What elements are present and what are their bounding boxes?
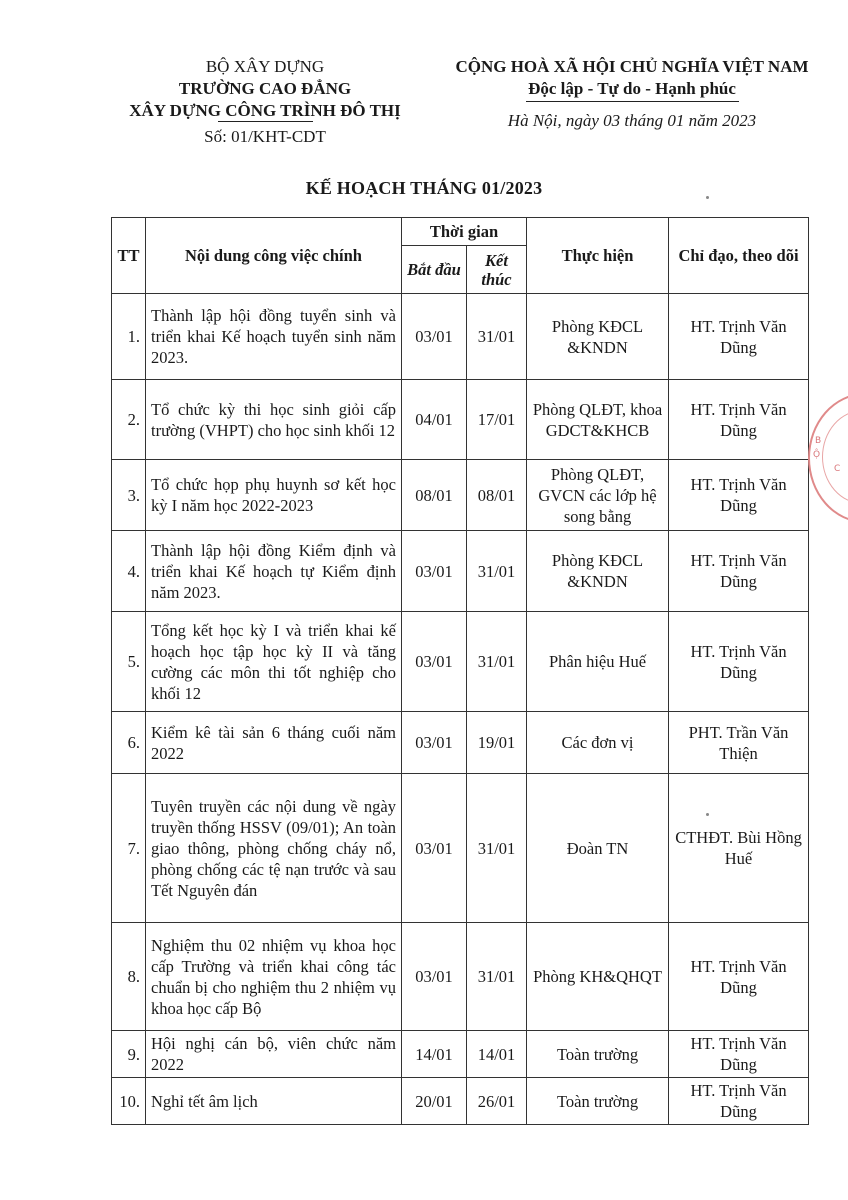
document-title: KẾ HOẠCH THÁNG 01/2023 [305,178,543,198]
ministry-name: BỘ XÂY DỰNG [205,57,325,76]
task-description: Kiểm kê tài sản 6 tháng cuối năm 2022 [146,712,402,774]
task-description: Nghiệm thu 02 nhiệm vụ khoa học cấp Trường và triển khai công tác chuẩn bị cho nghiệm thu 2 nhiệm vụ khoa học cấp Bộ [146,923,402,1031]
table-row [112,774,809,923]
start-date: 03/01 [402,712,467,774]
task-description: Tổng kết học kỳ I và triển khai kế hoạch học tập học kỳ II và tăng cường các môn thi tốt nghiệp cho khối 12 [146,612,402,712]
end-date: 19/01 [467,712,527,774]
table-row [112,294,809,380]
row-number: 10. [112,1078,146,1125]
nation-name: CỘNG HOÀ XÃ HỘI CHỦ NGHĨA VIỆT NAM [455,57,809,76]
start-date: 03/01 [402,774,467,923]
document-number: Số: 01/KHT-CDT [204,127,326,146]
header-start: Bắt đầu [402,246,467,294]
start-date: 03/01 [402,531,467,612]
start-date: 03/01 [402,923,467,1031]
row-number: 4. [112,531,146,612]
row-number: 8. [112,923,146,1031]
place-and-date: Hà Nội, ngày 03 tháng 01 năm 2023 [507,111,757,130]
scan-speck [706,196,709,199]
start-date: 03/01 [402,294,467,380]
supervisor: HT. Trịnh Văn Dũng [669,1031,809,1078]
header-time: Thời gian [402,218,527,246]
table-row [112,712,809,774]
row-number: 5. [112,612,146,712]
executor: Phòng KH&QHQT [527,923,669,1031]
plan-table-body [112,294,809,1125]
executor: Toàn trường [527,1031,669,1078]
start-date: 14/01 [402,1031,467,1078]
header-end: Kết thúc [467,246,527,294]
header-executor: Thực hiện [527,218,669,294]
executor: Phòng KĐCL &KNDN [527,294,669,380]
task-description: Thành lập hội đồng Kiểm định và triển khai Kế hoạch tự Kiểm định năm 2023. [146,531,402,612]
task-description: Thành lập hội đồng tuyển sinh và triển khai Kế hoạch tuyển sinh năm 2023. [146,294,402,380]
header-supervisor: Chỉ đạo, theo dõi [669,218,809,294]
executor: Các đơn vị [527,712,669,774]
end-date: 14/01 [467,1031,527,1078]
motto-underline [526,101,739,102]
task-description: Nghỉ tết âm lịch [146,1078,402,1125]
row-number: 1. [112,294,146,380]
end-date: 31/01 [467,774,527,923]
supervisor: CTHĐT. Bùi Hồng Huế [669,774,809,923]
executor: Phòng KĐCL &KNDN [527,531,669,612]
supervisor: HT. Trịnh Văn Dũng [669,1078,809,1125]
row-number: 6. [112,712,146,774]
supervisor: PHT. Trần Văn Thiện [669,712,809,774]
header-content: Nội dung công việc chính [146,218,402,294]
table-row [112,460,809,531]
seal-letter: Ộ [813,450,821,460]
issuer-block [100,56,430,148]
start-date: 20/01 [402,1078,467,1125]
task-description: Tổ chức họp phụ huynh sơ kết học kỳ I năm học 2022-2023 [146,460,402,531]
header-tt: TT [112,218,146,294]
row-number: 2. [112,380,146,460]
executor: Đoàn TN [527,774,669,923]
start-date: 03/01 [402,612,467,712]
supervisor: HT. Trịnh Văn Dũng [669,294,809,380]
start-date: 08/01 [402,460,467,531]
table-row [112,1031,809,1078]
executor: Toàn trường [527,1078,669,1125]
plan-table [111,217,809,1125]
supervisor: HT. Trịnh Văn Dũng [669,612,809,712]
end-date: 31/01 [467,612,527,712]
row-number: 9. [112,1031,146,1078]
row-number: 3. [112,460,146,531]
end-date: 31/01 [467,923,527,1031]
table-row [112,923,809,1031]
end-date: 31/01 [467,294,527,380]
table-row [112,612,809,712]
end-date: 17/01 [467,380,527,460]
national-header-block [432,56,832,132]
end-date: 31/01 [467,531,527,612]
start-date: 04/01 [402,380,467,460]
table-row [112,380,809,460]
task-description: Tổ chức kỳ thi học sinh giỏi cấp trường (VHPT) cho học sinh khối 12 [146,380,402,460]
seal-letter: B [815,436,822,446]
supervisor: HT. Trịnh Văn Dũng [669,460,809,531]
end-date: 26/01 [467,1078,527,1125]
row-number: 7. [112,774,146,923]
school-name-line1: TRƯỜNG CAO ĐẲNG [178,79,352,98]
executor: Phân hiệu Huế [527,612,669,712]
end-date: 08/01 [467,460,527,531]
task-description: Hội nghị cán bộ, viên chức năm 2022 [146,1031,402,1078]
seal-letter: C [834,464,841,474]
school-name-line2: XÂY DỰNG CÔNG TRÌNH ĐÔ THỊ [129,101,401,120]
supervisor: HT. Trịnh Văn Dũng [669,531,809,612]
table-row [112,531,809,612]
executor: Phòng QLĐT, khoa GDCT&KHCB [527,380,669,460]
executor: Phòng QLĐT, GVCN các lớp hệ song bằng [527,460,669,531]
task-description: Tuyên truyền các nội dung về ngày truyền thống HSSV (09/01); An toàn giao thông, phòng chống cháy nổ, phòng chống các tệ nạn trước và sau Tết Nguyên đán [146,774,402,923]
issuer-underline [218,121,313,122]
national-motto: Độc lập - Tự do - Hạnh phúc [528,79,736,98]
table-row [112,1078,809,1125]
supervisor: HT. Trịnh Văn Dũng [669,923,809,1031]
supervisor: HT. Trịnh Văn Dũng [669,380,809,460]
